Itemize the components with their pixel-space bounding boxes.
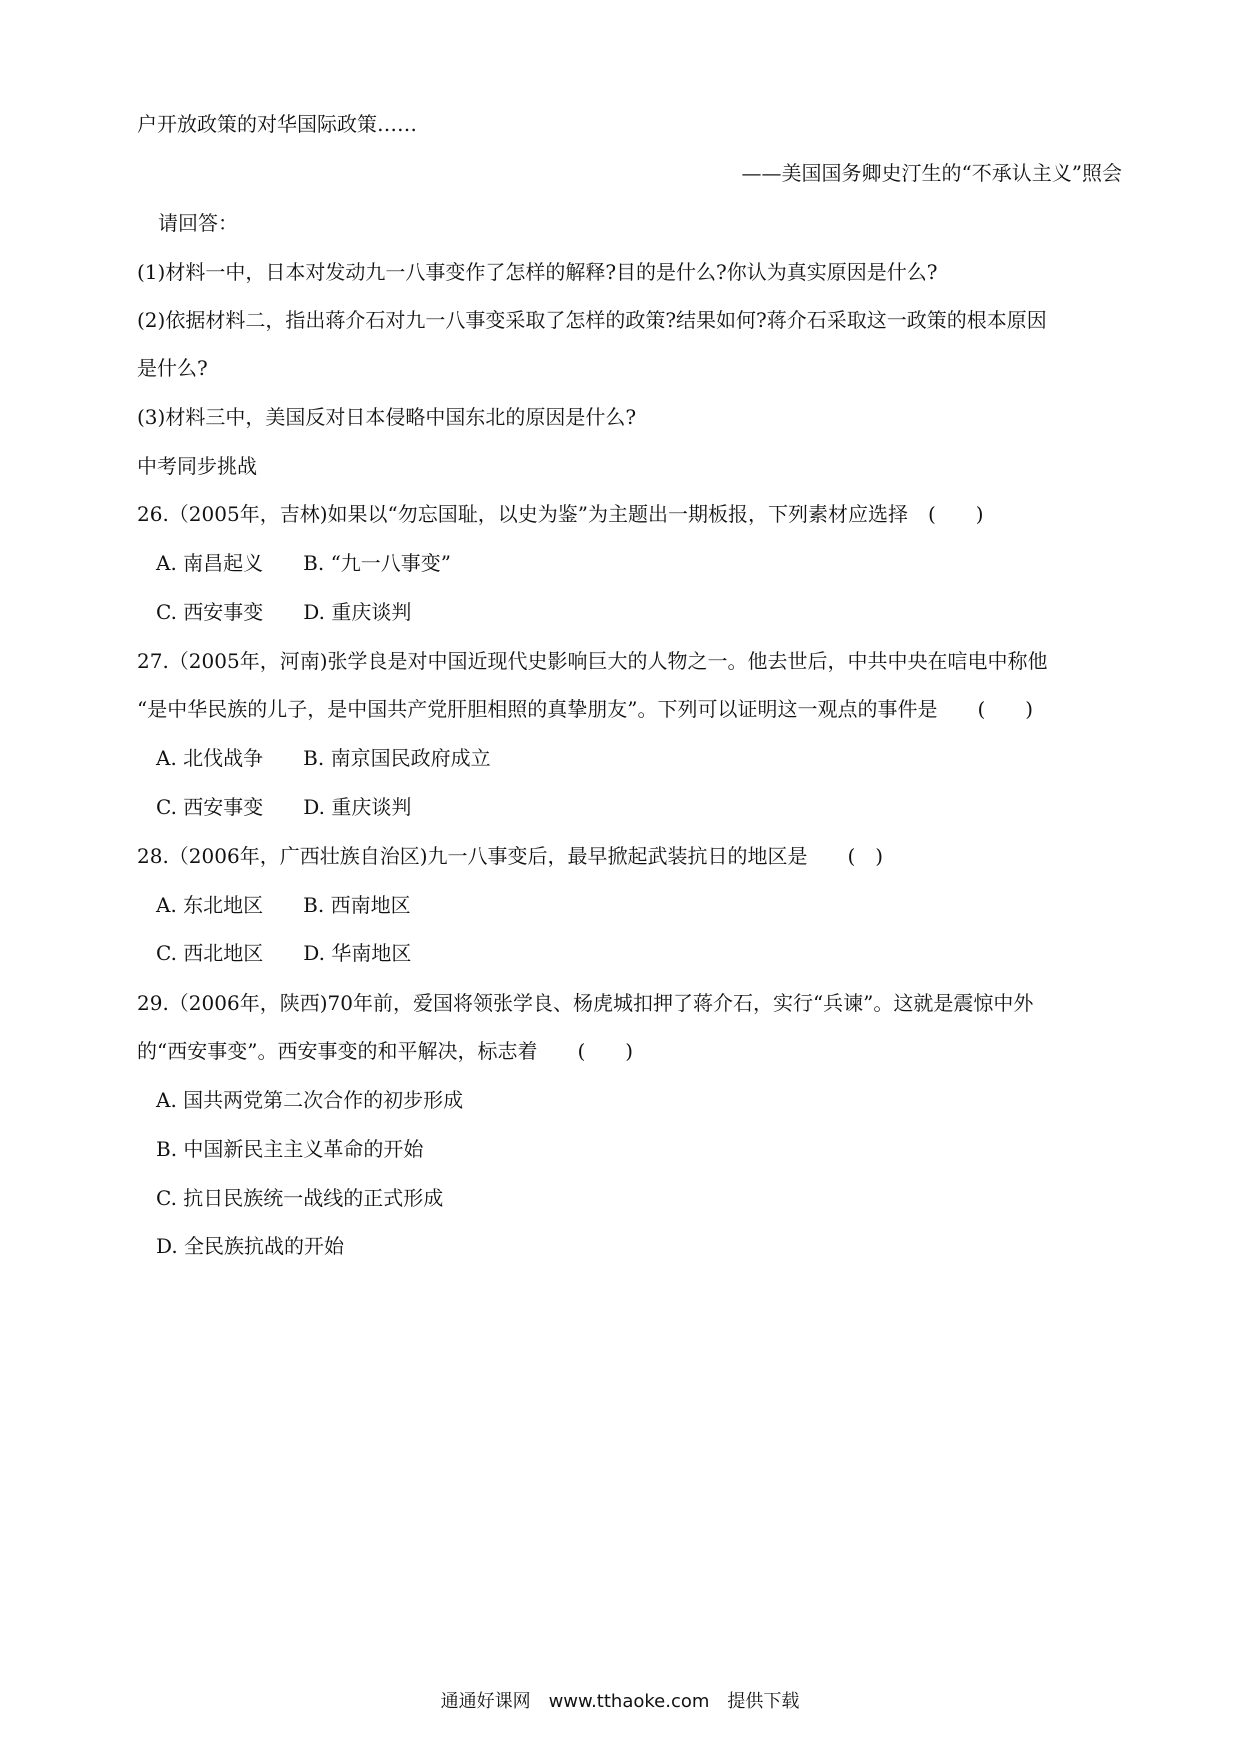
material-continuation: 户开放政策的对华国际政策……: [137, 112, 417, 136]
q29-option-c: C. 抗日民族统一战线的正式形成: [156, 1186, 444, 1210]
q27-stem-line1: 27.（2005年，河南)张学良是对中国近现代史影响巨大的人物之一。他去世后，中共中央在唁电中称他: [137, 649, 1048, 673]
q29-stem-line2: 的“西安事变”。西安事变的和平解决，标志着 ( ): [137, 1039, 634, 1063]
q29-option-a: A. 国共两党第二次合作的初步形成: [156, 1088, 464, 1112]
q27-options-row1: A. 北伐战争 B. 南京国民政府成立: [156, 746, 491, 770]
question-2-line1: (2)依据材料二，指出蒋介石对九一八事变采取了怎样的政策?结果如何?蒋介石采取这一政策的根本原因: [137, 308, 1047, 332]
q28-stem: 28.（2006年，广西壮族自治区)九一八事变后，最早掀起武装抗日的地区是 ( ): [137, 844, 884, 868]
question-3: (3)材料三中，美国反对日本侵略中国东北的原因是什么?: [137, 405, 637, 429]
page-footer: 通通好课网 www.tthaoke.com 提供下载: [440, 1691, 800, 1712]
q29-option-b: B. 中国新民主主义革命的开始: [156, 1137, 424, 1161]
q29-option-d: D. 全民族抗战的开始: [156, 1234, 345, 1258]
section-title: 中考同步挑战: [137, 454, 257, 478]
q26-stem: 26.（2005年，吉林)如果以“勿忘国耻，以史为鉴”为主题出一期板报，下列素材应选择 ( ): [137, 502, 984, 526]
q28-options-row1: A. 东北地区 B. 西南地区: [156, 893, 411, 917]
q27-stem-line2: “是中华民族的儿子，是中国共产党肝胆相照的真挚朋友”。下列可以证明这一观点的事件是 ( ): [137, 697, 1034, 721]
q28-options-row2: C. 西北地区 D. 华南地区: [156, 941, 412, 965]
question-1: (1)材料一中，日本对发动九一八事变作了怎样的解释?目的是什么?你认为真实原因是什么?: [137, 260, 938, 284]
answer-prompt: 请回答：: [158, 211, 238, 235]
q26-options-row2: C. 西安事变 D. 重庆谈判: [156, 600, 412, 624]
q29-stem-line1: 29.（2006年，陕西)70年前，爱国将领张学良、杨虎城扣押了蒋介石，实行“兵谏”。这就是震惊中外: [137, 991, 1034, 1015]
question-2-line2: 是什么?: [137, 356, 208, 380]
q27-options-row2: C. 西安事变 D. 重庆谈判: [156, 795, 412, 819]
q26-options-row1: A. 南昌起义 B. “九一八事变”: [156, 551, 452, 575]
material-source: ——美国国务卿史汀生的“不承认主义”照会: [741, 161, 1122, 185]
